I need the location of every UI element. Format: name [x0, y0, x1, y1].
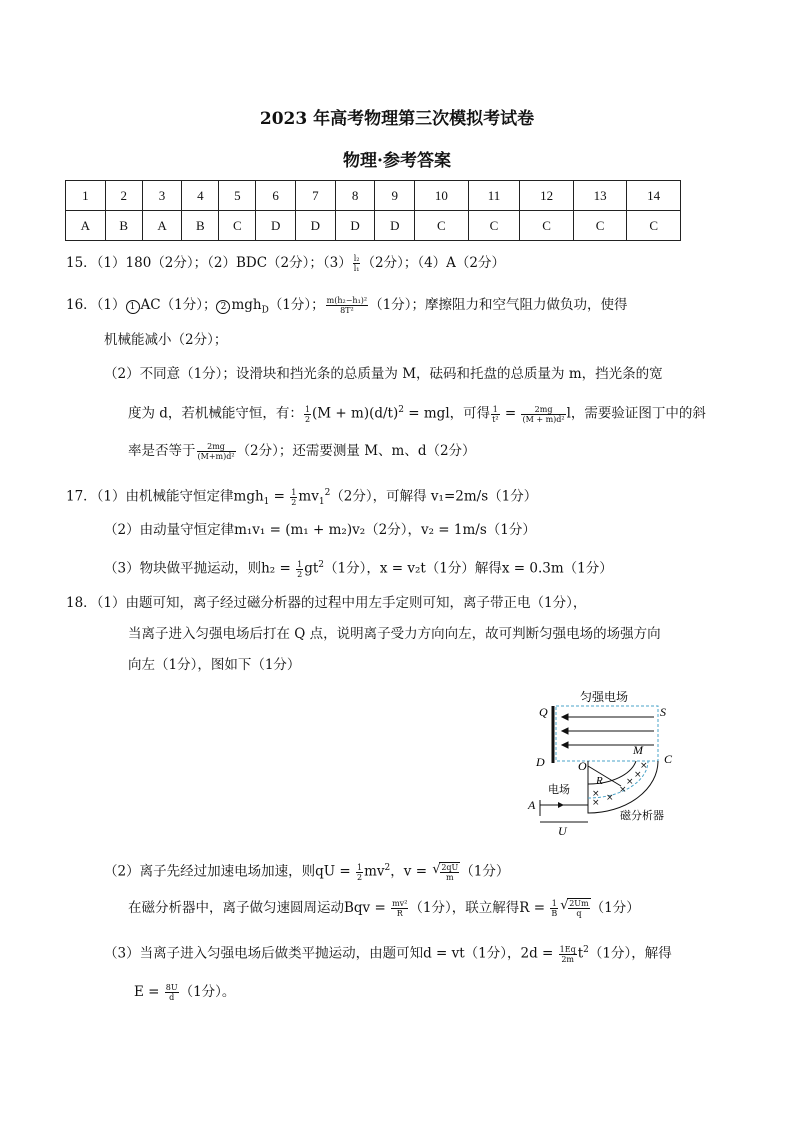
- answer-cell: D: [296, 211, 336, 241]
- question-number-cell: 3: [142, 181, 182, 211]
- circled-number-2: 2: [216, 300, 230, 314]
- diagram-label-Q: Q: [539, 705, 548, 719]
- answer-cell: B: [105, 211, 142, 241]
- question-number-cell: 8: [335, 181, 375, 211]
- question-number-cell: 10: [415, 181, 469, 211]
- q16-line-1: 16．（1） 1 AC（1分）； 2 mgh$_D$（1分）； $\frac{\text{m(h₂−h₁)²}}{\text{8T²}}$ （1分）；摩擦阻力和空气阻力做负功，使得: [66, 296, 628, 316]
- q17-line-2: （2）由动量守恒定律m₁v₁ = (m₁ + m₂)v₂（2分），v₂ = 1m/s（1分）: [104, 522, 536, 538]
- diagram-label-R: R: [596, 775, 603, 787]
- svg-text:×: ×: [592, 789, 600, 799]
- diagram-label-C: C: [664, 752, 673, 766]
- q15-text-1: 15．（1）180（2分）；（2）BDC（2分）；（3）: [66, 255, 352, 271]
- q17-line-1: 17．（1）由机械能守恒定律mgh$_1$ = $\frac{1}{2}$ $mv_1^2(2$分），可解得 v₁=2m/s（1分）: [66, 487, 538, 508]
- q18-line-6: （3）当离子进入匀强电场后做类平抛运动，由题可知d = vt（1分），2d = $\frac{1Eq}{2m}$ $t^2(1$分），解得: [104, 944, 672, 964]
- q17-line-3: （3）物块做平抛运动，则h₂ = $\frac{1}{2}$ $gt^2(1$分），x = v₂t（1分）解得x = 0.3m（1分）: [104, 559, 613, 579]
- q18-line-4: （2）离子先经过加速电场加速，则qU = $\frac{1}{2}$ $mv^2$，v = √ $\frac{2qU}{m}$ （1分）: [104, 858, 509, 883]
- question-number-cell: 14: [627, 181, 681, 211]
- answer-cell: D: [335, 211, 375, 241]
- question-number-cell: 13: [573, 181, 627, 211]
- q15-fraction: $\frac{\text{l₂}}{\text{l₁}}$: [353, 254, 360, 273]
- q16-line-3: （2）不同意（1分）；设滑块和挡光条的总质量为 M，砝码和托盘的总质量为 m，挡光条的宽: [104, 366, 663, 382]
- diagram-label-D: D: [536, 755, 545, 769]
- svg-text:×: ×: [592, 798, 600, 808]
- diagram-field-label: 匀强电场: [580, 690, 629, 704]
- svg-text:×: ×: [606, 793, 614, 803]
- question-number-cell: 6: [256, 181, 296, 211]
- q18-line-7: E = $\frac{8U}{d}$ （1分）。: [134, 983, 236, 1002]
- question-number-cell: 7: [296, 181, 336, 211]
- q16-line-4: 度为 d，若机械能守恒，有： $\frac{1}{2}$ $(M + m)(d/t)^2$ = mgl，可得 $\frac{1}{\text{t²}}$ = $\frac{2mg}{\text{(M + m)d²}}$ l，需要验证图丁中的斜: [128, 404, 706, 424]
- circled-number-1: 1: [126, 300, 140, 314]
- question-number-cell: 4: [182, 181, 219, 211]
- mass-spectrometer-diagram: [526, 688, 686, 838]
- answer-cell: D: [256, 211, 296, 241]
- q16-fraction-1: $\frac{\text{m(h₂−h₁)²}}{\text{8T²}}$: [326, 296, 368, 315]
- answer-cell: B: [182, 211, 219, 241]
- diagram-label-O: O: [578, 759, 587, 773]
- page-title: 2023 年高考物理第三次模拟考试卷: [259, 109, 535, 129]
- beam-arrow: [558, 802, 564, 808]
- diagram-accel-label: 电场: [548, 783, 570, 796]
- answer-cell: D: [375, 211, 415, 241]
- answer-table-answer-row: [66, 211, 681, 241]
- diagram-label-M: M: [633, 743, 643, 757]
- question-number-cell: 5: [219, 181, 256, 211]
- question-number-cell: 12: [520, 181, 574, 211]
- diagram-label-A: A: [528, 798, 536, 812]
- answer-cell: C: [468, 211, 520, 241]
- sqrt-v: √ $\frac{2qU}{m}$: [439, 862, 460, 883]
- q18-line-1: 18．（1）由题可知，离子经过磁分析器的过程中用左手定则可知，离子带正电（1分），: [66, 595, 587, 611]
- sqrt-R: √ $\frac{2Um}{q}$: [567, 898, 590, 919]
- question-number-cell: 11: [468, 181, 520, 211]
- q16-line-5: 率是否等于 $\frac{2mg}{\text{(M+m)d²}}$ （2分）；还需要测量 M、m、d（2分）: [128, 442, 476, 461]
- q15-text-2: （2分）；（4）A（2分）: [361, 255, 506, 271]
- diagram-label-U: U: [558, 824, 567, 838]
- diagram-analyzer-label: 磁分析器: [620, 809, 664, 822]
- svg-text:×: ×: [634, 770, 642, 780]
- question-number-cell: 9: [375, 181, 415, 211]
- answer-table-number-row: [66, 181, 681, 211]
- svg-text:×: ×: [626, 777, 634, 787]
- q18-line-5: 在磁分析器中，离子做匀速圆周运动Bqv = $\frac{\text{mv²}}{R}$ （1分），联立解得R = $\frac{1}{B}$ √ $\frac{2Um}{q}$ （1分）: [128, 898, 640, 919]
- page-subtitle: 物理·参考答案: [343, 151, 451, 171]
- q15-line: [66, 253, 505, 273]
- answer-cell: C: [415, 211, 469, 241]
- answer-cell: C: [219, 211, 256, 241]
- diagram-label-S: S: [660, 705, 666, 719]
- svg-text:×: ×: [640, 761, 648, 771]
- answer-cell: C: [573, 211, 627, 241]
- answer-cell: A: [66, 211, 106, 241]
- svg-text:×: ×: [619, 785, 627, 795]
- q18-line-2: 当离子进入匀强电场后打在 Q 点，说明离子受力方向向左，故可判断匀强电场的场强方向: [128, 626, 661, 642]
- answer-cell: C: [520, 211, 574, 241]
- answer-cell: A: [142, 211, 182, 241]
- answer-cell: C: [627, 211, 681, 241]
- q16-line-2: 机械能减小（2分）；: [104, 332, 228, 348]
- answer-table: [65, 180, 681, 241]
- question-number-cell: 1: [66, 181, 106, 211]
- question-number-cell: 2: [105, 181, 142, 211]
- q18-line-3: 向左（1分），图如下（1分）: [128, 657, 301, 673]
